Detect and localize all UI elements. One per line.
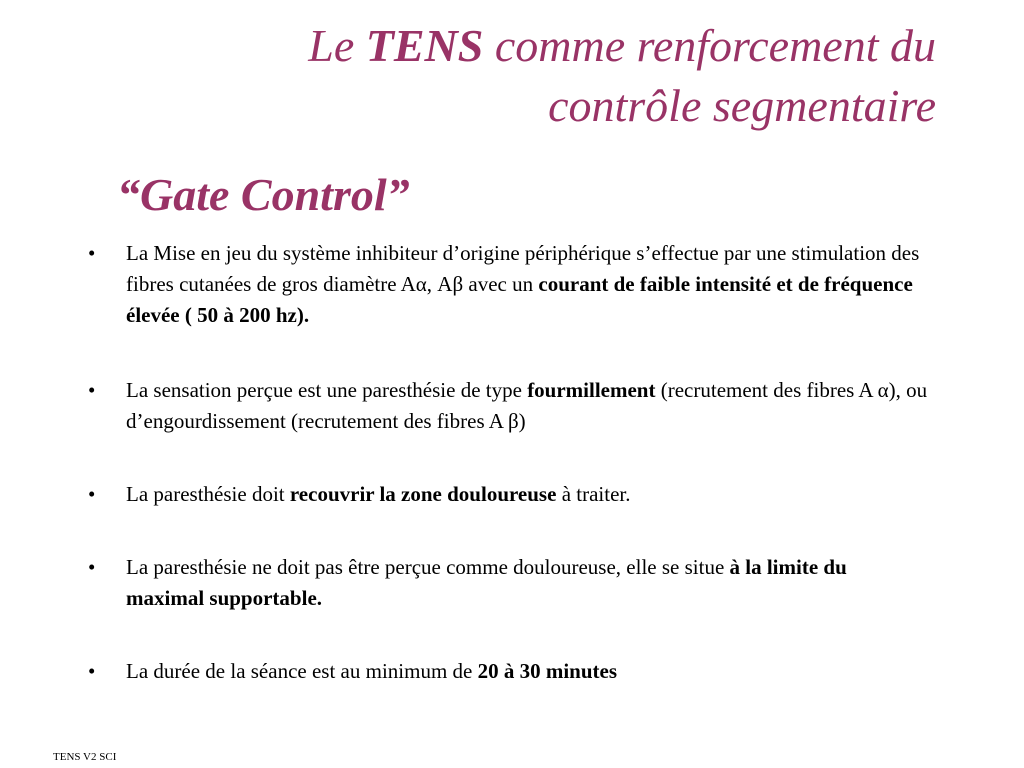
bullet-emphasis: courant de faible intensité et de fréquence élevée ( 50 à 200 hz). (126, 272, 913, 327)
bullet-item (88, 552, 928, 614)
title-line2: contrôle segmentaire (548, 80, 936, 131)
title-strong: TENS (365, 20, 484, 71)
bullet-emphasis: recouvrir la zone douloureuse (289, 482, 557, 506)
slide-title (76, 16, 936, 136)
bullet-emphasis: à la limite du maximal supportable. (126, 555, 847, 610)
title-prefix: Le (308, 20, 366, 71)
bullet-text: La paresthésie doit (126, 482, 290, 506)
bullet-icon: • (88, 241, 96, 265)
bullet-text: La durée de la séance est au minimum de (126, 659, 478, 683)
bullet-emphasis: fourmillement (527, 378, 656, 402)
bullet-text: La sensation perçue est une paresthésie de type (126, 378, 528, 402)
slide-footer: TENS V2 SCI (53, 751, 117, 763)
bullet-icon: • (88, 378, 96, 402)
bullet-text: La Mise en jeu du système inhibiteur d’origine périphérique s’effectue par une stimulation des fibres cutanées de gros diamètre Aα, Aβ avec un (126, 241, 920, 296)
bullet-item (88, 238, 928, 331)
bullet-icon: • (88, 482, 96, 506)
slide-subtitle: “Gate Control” (117, 169, 410, 220)
bullet-text-tail: (recrutement des fibres A α), ou d’engourdissement (recrutement des fibres A β) (126, 378, 928, 433)
bullet-text-tail: à traiter. (556, 482, 631, 506)
bullet-item (88, 375, 928, 437)
bullet-icon: • (88, 659, 96, 683)
title-line1-rest: comme renforcement du (483, 20, 936, 71)
bullet-item (88, 656, 928, 687)
bullet-text: La paresthésie ne doit pas être perçue comme douloureuse, elle se situe (126, 555, 730, 579)
bullet-item (88, 479, 928, 510)
bullet-emphasis: 20 à 30 minutes (477, 659, 618, 683)
bullet-icon: • (88, 555, 96, 579)
bullet-list (88, 238, 928, 687)
